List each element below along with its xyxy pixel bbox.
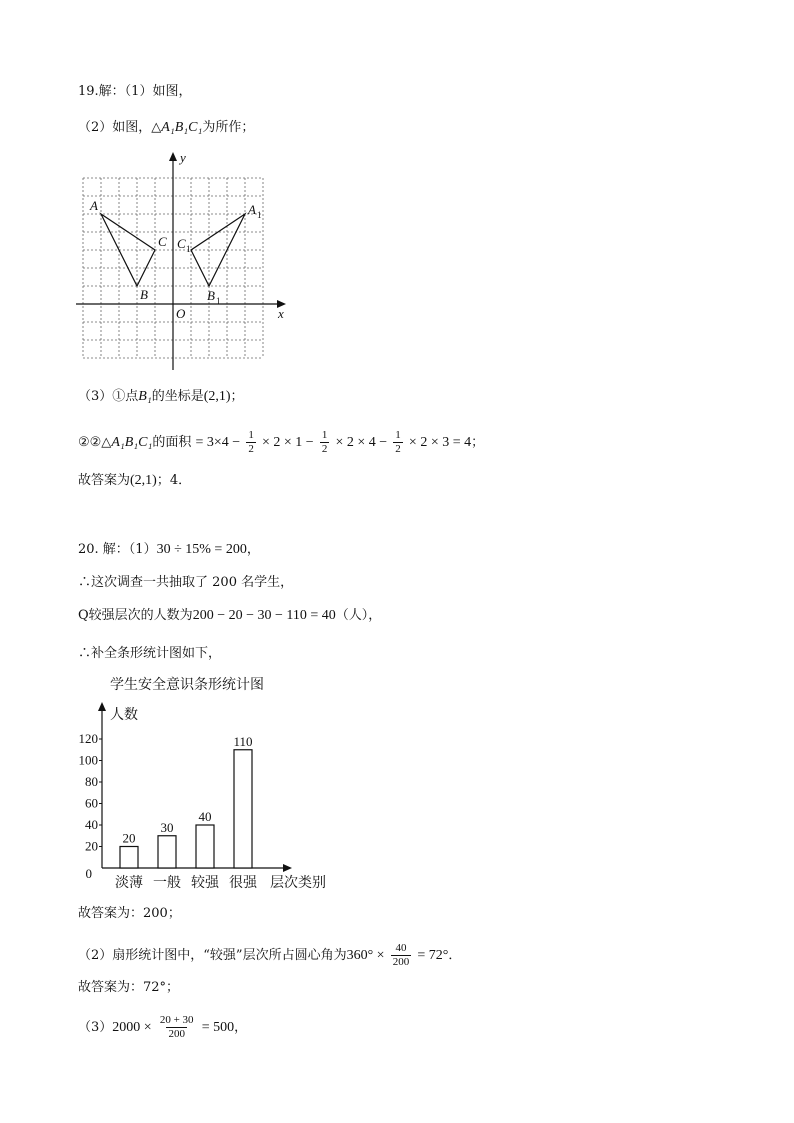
label-y: y xyxy=(180,150,186,165)
label-b: B xyxy=(140,287,148,302)
bar-3 xyxy=(196,825,214,868)
q19-part2-prefix: （2）如图， xyxy=(78,120,152,135)
q20-part3-expr-a: 2000 × xyxy=(112,1020,152,1035)
fraction-3 xyxy=(393,429,403,456)
bar-4 xyxy=(234,750,252,868)
q20-part2-expr-a: 360° × xyxy=(346,948,385,963)
category-label-2: 一般 xyxy=(153,876,181,891)
chart-x-arrow xyxy=(283,864,292,872)
area-term-3: × 2 × 3 = 4 xyxy=(408,435,472,450)
q20-part3-expr-b: = 500 xyxy=(201,1020,235,1035)
q19-part2-suffix: 为所作； xyxy=(202,120,255,135)
bar-value-label-1: 20 xyxy=(122,830,136,846)
q19-answer xyxy=(78,472,191,490)
q20-line2-text: 这次调查一共抽取了 200 名学生， xyxy=(91,575,294,590)
fraction-3-num: 1 xyxy=(395,429,401,441)
triangle-symbol: △ xyxy=(151,120,162,135)
q20-line1-suffix: ， xyxy=(246,542,260,557)
q19-answer-prefix: 故答案为 xyxy=(78,473,131,488)
q19-part3-2-prefix: ②②△ xyxy=(78,435,112,450)
chart-xlabel: 层次类别 xyxy=(270,876,326,891)
q20-part3 xyxy=(78,1014,247,1041)
y-axis-arrow xyxy=(169,152,177,161)
bar-chart xyxy=(72,672,342,894)
triangle-label: A₁B₁C₁ xyxy=(161,120,203,135)
angle-fraction xyxy=(391,942,412,969)
q20-part3-suffix: ， xyxy=(234,1020,248,1035)
students-fraction-den: 200 xyxy=(168,1028,185,1040)
because-symbol: Q xyxy=(78,608,89,623)
y-tick-label-60: 60 xyxy=(85,795,98,811)
bar-value-label-3: 40 xyxy=(198,809,212,824)
y-tick-label-120: 120 xyxy=(78,731,98,746)
q20-line1 xyxy=(78,541,260,559)
q20-part2 xyxy=(78,942,461,969)
label-a: A xyxy=(90,198,98,213)
therefore-symbol-2: ∴ xyxy=(78,646,92,661)
chart-y-arrow xyxy=(98,702,106,711)
coord-b1: (2,1) xyxy=(203,389,231,404)
q20-line4-text: 补全条形统计图如下， xyxy=(91,646,222,661)
therefore-symbol: ∴ xyxy=(78,575,92,590)
bar-1 xyxy=(120,847,138,869)
fraction-1-den: 2 xyxy=(248,443,254,455)
area-term-1: × 2 × 1 − xyxy=(261,435,314,450)
q20-line3-text: 较强层次的人数为 xyxy=(88,608,193,623)
area-term-2: × 2 × 4 − xyxy=(335,435,388,450)
q19-part3-1 xyxy=(78,388,244,406)
q19-title: 19.解：（1）如图， xyxy=(78,84,192,99)
q19-part3-2-middle: 的面积 xyxy=(152,435,192,450)
y-tick-label-40: 40 xyxy=(85,817,98,832)
q20-answer1: 故答案为：200； xyxy=(78,906,181,921)
q20-line4 xyxy=(78,645,221,663)
q20-line1-expr: 30 ÷ 15% = 200 xyxy=(156,542,247,557)
label-c1: C xyxy=(177,236,186,251)
q19-part3-2 xyxy=(78,429,484,456)
q20-line2 xyxy=(78,574,293,592)
q19-answer-coord: (2,1) xyxy=(130,473,157,488)
fraction-1 xyxy=(246,429,256,456)
label-a1: A xyxy=(248,202,256,217)
category-label-4: 很强 xyxy=(229,876,257,891)
fraction-1-num: 1 xyxy=(248,429,254,441)
q20-line3-suffix: （人）， xyxy=(335,608,382,623)
q19-part3-1-prefix: （3）①点 xyxy=(78,389,139,404)
q20-part2-prefix: （2）扇形统计图中，“较强”层次所占圆心角为 xyxy=(78,948,347,963)
bar-2 xyxy=(158,836,176,868)
label-x: x xyxy=(278,306,284,321)
q19-part3-1-middle: 的坐标是 xyxy=(151,389,204,404)
q19-part3-1-suffix: ； xyxy=(230,389,244,404)
angle-fraction-den: 200 xyxy=(392,956,410,968)
label-b1-sub: 1 xyxy=(216,296,221,306)
q19-part2 xyxy=(78,119,254,137)
y-tick-label-0: 0 xyxy=(85,866,92,881)
coordinate-grid-figure xyxy=(68,148,298,374)
q20-part2-suffix: ． xyxy=(448,948,462,963)
area-triangle-label: A₁B₁C₁ xyxy=(111,435,153,450)
category-label-3: 较强 xyxy=(191,876,219,891)
students-fraction-num: 20 + 30 xyxy=(159,1014,194,1026)
fraction-2-num: 1 xyxy=(321,429,328,441)
bar-value-label-2: 30 xyxy=(160,819,174,835)
q20-part3-prefix: （3） xyxy=(78,1020,113,1035)
label-c: C xyxy=(158,234,167,249)
q20-line1-prefix: 20. 解：（1） xyxy=(78,542,157,557)
fraction-3-den: 2 xyxy=(395,443,401,455)
chart-ylabel: 人数 xyxy=(110,708,138,723)
y-tick-label-80: 80 xyxy=(85,774,98,789)
q19-answer-rest: ；4． xyxy=(156,473,192,488)
fraction-2-den: 2 xyxy=(321,443,328,455)
q20-line3-expr: 200 − 20 − 30 − 110 = 40 xyxy=(192,608,336,623)
students-fraction xyxy=(158,1014,196,1041)
category-label-1: 淡薄 xyxy=(115,876,143,891)
bar-value-label-4: 110 xyxy=(233,733,253,749)
area-expr-start: = 3×4 − xyxy=(195,435,241,450)
point-b1: B₁ xyxy=(138,389,152,404)
y-tick-label-20: 20 xyxy=(85,838,98,854)
angle-fraction-num: 40 xyxy=(395,942,407,954)
q20-part2-expr-b: = 72° xyxy=(417,948,449,963)
label-a1-sub: 1 xyxy=(257,210,262,220)
q20-answer2: 故答案为：72°； xyxy=(78,980,180,995)
y-tick-label-100: 100 xyxy=(78,752,98,768)
label-b1: B xyxy=(207,288,215,303)
fraction-2 xyxy=(320,429,330,456)
q19-part3-2-suffix: ； xyxy=(471,435,485,450)
q20-line3 xyxy=(78,607,381,625)
label-c1-sub: 1 xyxy=(186,244,191,254)
label-o: O xyxy=(176,306,186,321)
chart-title: 学生安全意识条形统计图 xyxy=(110,678,264,693)
